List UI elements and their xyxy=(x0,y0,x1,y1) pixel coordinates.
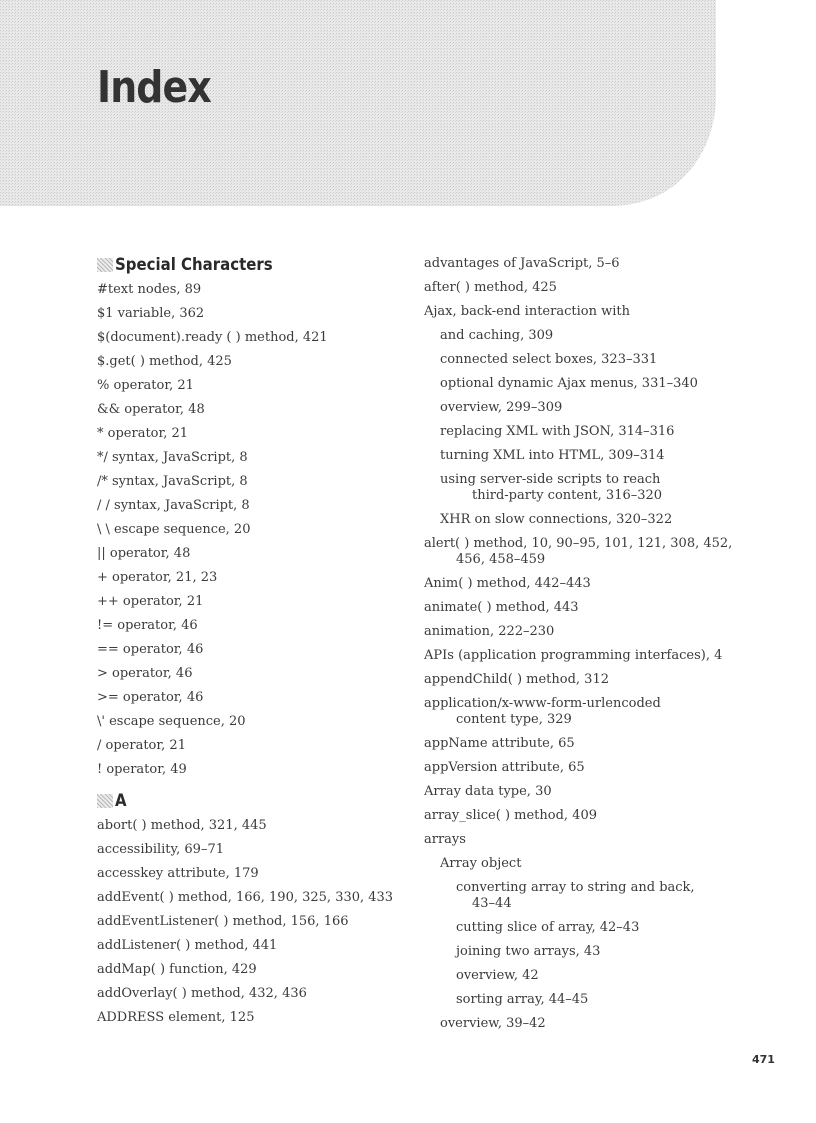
index-entry: % operator, 21 xyxy=(97,378,194,393)
index-entry: $(document).ready ( ) method, 421 xyxy=(97,330,328,345)
index-subsubentry: cutting slice of array, 42–43 xyxy=(456,920,640,935)
index-entry: */ syntax, JavaScript, 8 xyxy=(97,450,248,465)
index-entry: $1 variable, 362 xyxy=(97,306,205,321)
index-entry: > operator, 46 xyxy=(97,666,193,681)
page-title: Index xyxy=(97,62,211,113)
index-entry: addListener( ) method, 441 xyxy=(97,938,278,953)
index-entry: || operator, 48 xyxy=(97,546,191,561)
index-subsubentry: converting array to string and back, 43–44 xyxy=(456,880,695,911)
index-entry: array_slice( ) method, 409 xyxy=(424,808,597,823)
index-entry: Array data type, 30 xyxy=(424,784,552,799)
index-subsubentry: overview, 42 xyxy=(456,968,539,983)
index-subentry: XHR on slow connections, 320–322 xyxy=(440,512,673,527)
index-subentry: and caching, 309 xyxy=(440,328,554,343)
section-heading-a: A xyxy=(97,788,407,814)
index-column-left xyxy=(97,252,407,1030)
index-entry: ++ operator, 21 xyxy=(97,594,204,609)
index-subentry: optional dynamic Ajax menus, 331–340 xyxy=(440,376,698,391)
index-entry: accessibility, 69–71 xyxy=(97,842,224,857)
section-marker-icon xyxy=(97,794,113,808)
page-number: 471 xyxy=(752,1053,775,1066)
index-entry: addEventListener( ) method, 156, 166 xyxy=(97,914,349,929)
index-entry: * operator, 21 xyxy=(97,426,189,441)
index-entry: >= operator, 46 xyxy=(97,690,204,705)
index-entry: arrays xyxy=(424,832,466,847)
index-entry: /* syntax, JavaScript, 8 xyxy=(97,474,248,489)
index-subentry: connected select boxes, 323–331 xyxy=(440,352,658,367)
index-entry: accesskey attribute, 179 xyxy=(97,866,259,881)
index-subsubentry: joining two arrays, 43 xyxy=(456,944,601,959)
index-entry: \' escape sequence, 20 xyxy=(97,714,246,729)
index-entry: == operator, 46 xyxy=(97,642,204,657)
index-entry: != operator, 46 xyxy=(97,618,198,633)
index-entry: addEvent( ) method, 166, 190, 325, 330, 433 xyxy=(97,890,394,905)
index-entry: after( ) method, 425 xyxy=(424,280,557,295)
index-entry: ! operator, 49 xyxy=(97,762,187,777)
index-subentry: replacing XML with JSON, 314–316 xyxy=(440,424,675,439)
index-entry: advantages of JavaScript, 5–6 xyxy=(424,256,620,271)
index-entry: / / syntax, JavaScript, 8 xyxy=(97,498,250,513)
index-entry: appName attribute, 65 xyxy=(424,736,575,751)
index-entry: Anim( ) method, 442–443 xyxy=(424,576,591,591)
index-column-right xyxy=(424,252,733,1036)
index-subentry: Array object xyxy=(440,856,522,871)
index-entry: addMap( ) function, 429 xyxy=(97,962,257,977)
index-entry: #text nodes, 89 xyxy=(97,282,202,297)
index-entry: appVersion attribute, 65 xyxy=(424,760,585,775)
index-entry: Ajax, back-end interaction with xyxy=(424,304,630,319)
index-entry: / operator, 21 xyxy=(97,738,186,753)
index-entry: ADDRESS element, 125 xyxy=(97,1010,255,1025)
index-entry: APIs (application programming interfaces), 4 xyxy=(424,648,723,663)
index-entry: + operator, 21, 23 xyxy=(97,570,218,585)
index-subentry: turning XML into HTML, 309–314 xyxy=(440,448,665,463)
index-entry: animate( ) method, 443 xyxy=(424,600,579,615)
index-entry: animation, 222–230 xyxy=(424,624,555,639)
index-entry: abort( ) method, 321, 445 xyxy=(97,818,267,833)
index-entry: addOverlay( ) method, 432, 436 xyxy=(97,986,307,1001)
index-subentry: overview, 39–42 xyxy=(440,1016,546,1031)
index-entry: appendChild( ) method, 312 xyxy=(424,672,609,687)
section-marker-icon xyxy=(97,258,113,272)
index-subsubentry: sorting array, 44–45 xyxy=(456,992,589,1007)
index-entry: && operator, 48 xyxy=(97,402,205,417)
index-entry: application/x-www-form-urlencoded content type, 329 xyxy=(424,696,661,727)
index-subentry: overview, 299–309 xyxy=(440,400,563,415)
index-entry: $.get( ) method, 425 xyxy=(97,354,232,369)
index-entry: \ \ escape sequence, 20 xyxy=(97,522,251,537)
section-heading-special-characters: Special Characters xyxy=(97,252,407,278)
index-entry: alert( ) method, 10, 90–95, 101, 121, 308, 452, 456, 458–459 xyxy=(424,536,733,567)
index-subentry: using server-side scripts to reach third-party content, 316–320 xyxy=(440,472,663,503)
